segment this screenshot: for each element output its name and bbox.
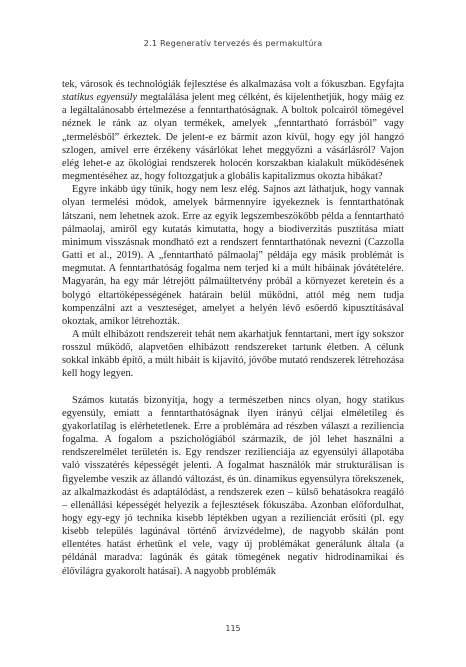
- paragraph-4: Számos kutatás bizonyítja, hogy a természetben nincs olyan, hogy statikus egyensúly, emiatt a fenntarthatóságnak ilyen irányú céljai elméletileg és gyakorlatilag is elérhetetlenek. Erre a problémára ad részben választ a reziliencia fogalma. A fogalom a pszichológiából származik, de jól lehet használni a rendszerelmélet területén is. Egy rendszer rezilienciája az egyensúlyi állapotába való visszatérés képességét jelenti. A fogalmat használók már strukturálisan is figyelembe veszik az állandó változást, és ún. dinamikus egyensúlyra törekszenek, az alkalmazkodást és adaptálódást, a rendszerek ezen – külső behatásokra reagáló – ellenállási képességét helyezik a fejlesztések fókuszába. Azonban előfordulhat, hogy egy-egy jó technika kisebb léptékben ugyan a rezilienciát erősíti (pl. egy kisebb település lagúnával történő árvízvédelme), de nagyobb skálán pont ellentétes hatást érhetünk el vele, vagy új problémákat generálunk általa (a példánál maradva: lagúnák és gátak tömegének negatív hidrodinamikai és élővilágra gyakorolt hatásai). A nagyobb problémák: [62, 394, 404, 577]
- page-number: 115: [225, 624, 241, 633]
- body-text: [62, 78, 404, 578]
- paragraph-1: [62, 78, 404, 183]
- paragraph-2: Egyre inkább úgy tűnik, hogy nem lesz elég. Sajnos azt láthatjuk, hogy vannak olyan termelési módok, amelyek bármennyire igyekeznek is fenntarthatónak látszani, nem lehetnek azok. Erre az egyik legszembeszökőbb példa a fenntartható pálmaolaj, amiről egy kutatás kimutatta, hogy a biodiverzitás pusztítása miatt minimum visszásnak mondható ezt a rendszert fenntarthatónak nevezni (Cazzolla Gatti et al., 2019). A „fenntartható pálmaolaj” példája egy másik problémát is megmutat. A fenntarthatóság fogalma nem terjed ki a múlt hibáinak jóvátételére. Magyarán, ha egy már létrejött pálmaültetvény próbál a környezet keretein és a bolygó eltartóképességének határain belül működni, attól még nem tudja kompenzálni azt a veszteséget, amelyet a helyén lévő esőerdő kipusztításával okoztak, amikor létrehozták.: [62, 184, 404, 327]
- paragraph-1-text-b: megtalálása jelent meg célként, és kijelenthetjük, hogy máig ez a legáltalánosabb értelmezése a fenntarthatóságnak. A boltok polcairól tömegével néznek le ránk az olyan termékek, amelyek „fenntartható forrásból” vagy „termelésből” érkeztek. De jelent-e ez bármit azon kívül, hogy egy jól hangzó szlogen, amivel erre érzékeny vásárlókat lehet meggyőzni a vásárlásról? Vajon elég lehet-e az ökológiai rendszerek holocén korszakban kialakult működésének megmentéséhez az, hogy foltozgatjuk a globális kapitalizmus okozta hibákat?: [62, 92, 404, 183]
- paragraph-3: A múlt elhibázott rendszereit tehát nem akarhatjuk fenntartani, mert így sokszor rosszul működő, alapvetően elhibázott rendszereket tartunk életben. A célunk sokkal inkább építő, a múlt hibáit is kijavító, jövőbe mutató rendszerek létrehozása kell hogy legyen.: [62, 328, 404, 380]
- running-header: 2.1 Regeneratív tervezés és permakultúra: [143, 38, 323, 48]
- emphasis-statikus-egyensuly: statikus egyensúly: [62, 92, 138, 104]
- paragraph-1-text-a: tek, városok és technológiák fejlesztése és alkalmazása volt a fókuszban. Egyfajta: [62, 79, 404, 90]
